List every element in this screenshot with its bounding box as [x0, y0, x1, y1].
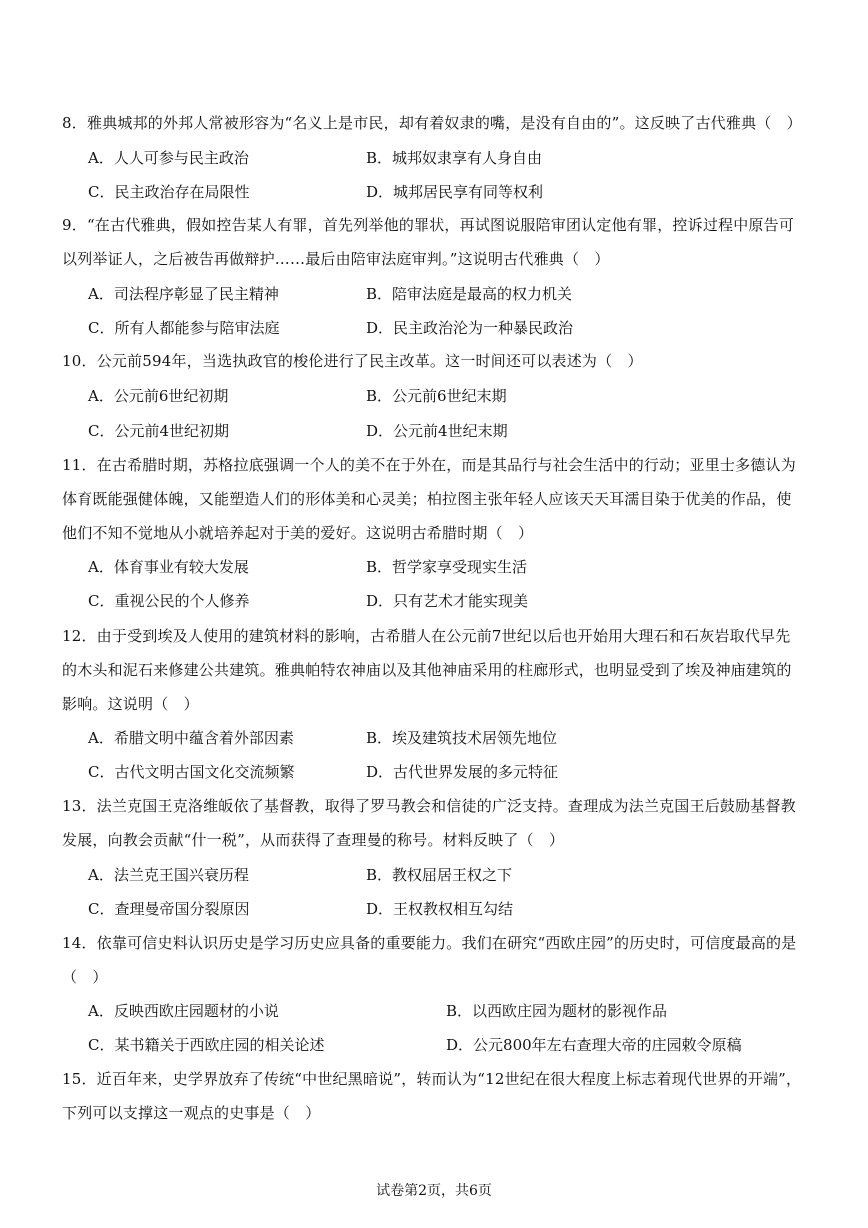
question-12-option-d: D．古代世界发展的多元特征: [366, 763, 559, 781]
question-12-option-a: A．希腊文明中蕴含着外部因素: [88, 729, 294, 747]
question-9-option-b: B．陪审法庭是最高的权力机关: [366, 285, 573, 303]
question-8-stem: 8．雅典城邦的外邦人常被形容为“名义上是市民，却有着奴隶的嘴，是没有自由的”。这反映了古代雅典（ ）: [62, 114, 802, 132]
question-10-option-b: B．公元前6世纪末期: [366, 387, 507, 405]
question-9-option-c: C．所有人都能参与陪审法庭: [88, 319, 280, 337]
question-8-option-c: C．民主政治存在局限性: [88, 183, 250, 201]
question-14-option-a: A．反映西欧庄园题材的小说: [88, 1002, 279, 1020]
question-10-option-d: D．公元前4世纪末期: [366, 422, 508, 440]
question-11-option-a: A．体育事业有较大发展: [88, 558, 249, 576]
question-11-option-d: D．只有艺术才能实现美: [366, 592, 529, 610]
question-13-option-a: A．法兰克王国兴衰历程: [88, 866, 249, 884]
question-14-option-b: B．以西欧庄园为题材的影视作品: [446, 1002, 668, 1020]
question-9-option-a: A．司法程序彰显了民主精神: [88, 285, 279, 303]
question-10-option-a: A．公元前6世纪初期: [88, 387, 229, 405]
question-13-option-c: C．查理曼帝国分裂原因: [88, 900, 250, 918]
question-12-option-c: C．古代文明古国文化交流频繁: [88, 763, 295, 781]
question-11-option-b: B．哲学家享受现实生活: [366, 558, 528, 576]
question-10-stem: 10．公元前594年，当选执政官的梭伦进行了民主改革。这一时间还可以表述为（ ）: [62, 352, 643, 370]
question-11-option-c: C．重视公民的个人修养: [88, 592, 250, 610]
question-9-option-d: D．民主政治沦为一种暴民政治: [366, 319, 574, 337]
question-13-option-d: D．王权教权相互勾结: [366, 900, 514, 918]
question-8-option-d: D．城邦居民享有同等权利: [366, 183, 544, 201]
question-14-stem: 14．依靠可信史料认识历史是学习历史应具备的重要能力。我们在研究“西欧庄园”的历史时，可信度最高的是（ ）: [62, 934, 797, 986]
question-8-option-b: B．城邦奴隶享有人身自由: [366, 149, 543, 167]
page-footer: 试卷第2页，共6页: [376, 1183, 492, 1199]
question-13-stem: 13．法兰克国王克洛维皈依了基督教，取得了罗马教会和信徒的广泛支持。查理成为法兰克国王后鼓励基督教发展，向教会贡献“什一税”，从而获得了查理曼的称号。材料反映了（ ）: [62, 797, 796, 849]
question-11-stem: 11．在古希腊时期，苏格拉底强调一个人的美不在于外在，而是其品行与社会生活中的行动；亚里士多德认为体育既能强健体魄，又能塑造人们的形体美和心灵美；柏拉图主张年轻人应该天天耳濡目染于优美的作品，使他们不知不觉地从小就培养起对于美的爱好。这说明古希腊时期（ ）: [62, 456, 796, 542]
question-10-option-c: C．公元前4世纪初期: [88, 422, 230, 440]
question-15-stem: 15．近百年来，史学界放弃了传统“中世纪黑暗说”，转而认为“12世纪在很大程度上标志着现代世界的开端”，下列可以支撑这一观点的史事是（ ）: [62, 1070, 802, 1122]
question-13-option-b: B．教权屈居王权之下: [366, 866, 513, 884]
question-14-option-c: C．某书籍关于西欧庄园的相关论述: [88, 1036, 325, 1054]
question-12-stem: 12．由于受到埃及人使用的建筑材料的影响，古希腊人在公元前7世纪以后也开始用大理石和石灰岩取代早先的木头和泥石来修建公共建筑。雅典帕特农神庙以及其他神庙采用的柱廊形式，也明显受到了埃及神庙建筑的影响。这说明（ ）: [62, 627, 792, 713]
question-14-option-d: D．公元800年左右查理大帝的庄园敕令原稿: [446, 1036, 742, 1054]
question-12-option-b: B．埃及建筑技术居领先地位: [366, 729, 558, 747]
question-9-stem: 9．“在古代雅典，假如控告某人有罪，首先列举他的罪状，再试图说服陪审团认定他有罪，控诉过程中原告可以列举证人，之后被告再做辩护……最后由陪审法庭审判。”这说明古代雅典（ ）: [62, 216, 795, 268]
question-8-option-a: A．人人可参与民主政治: [88, 149, 249, 167]
